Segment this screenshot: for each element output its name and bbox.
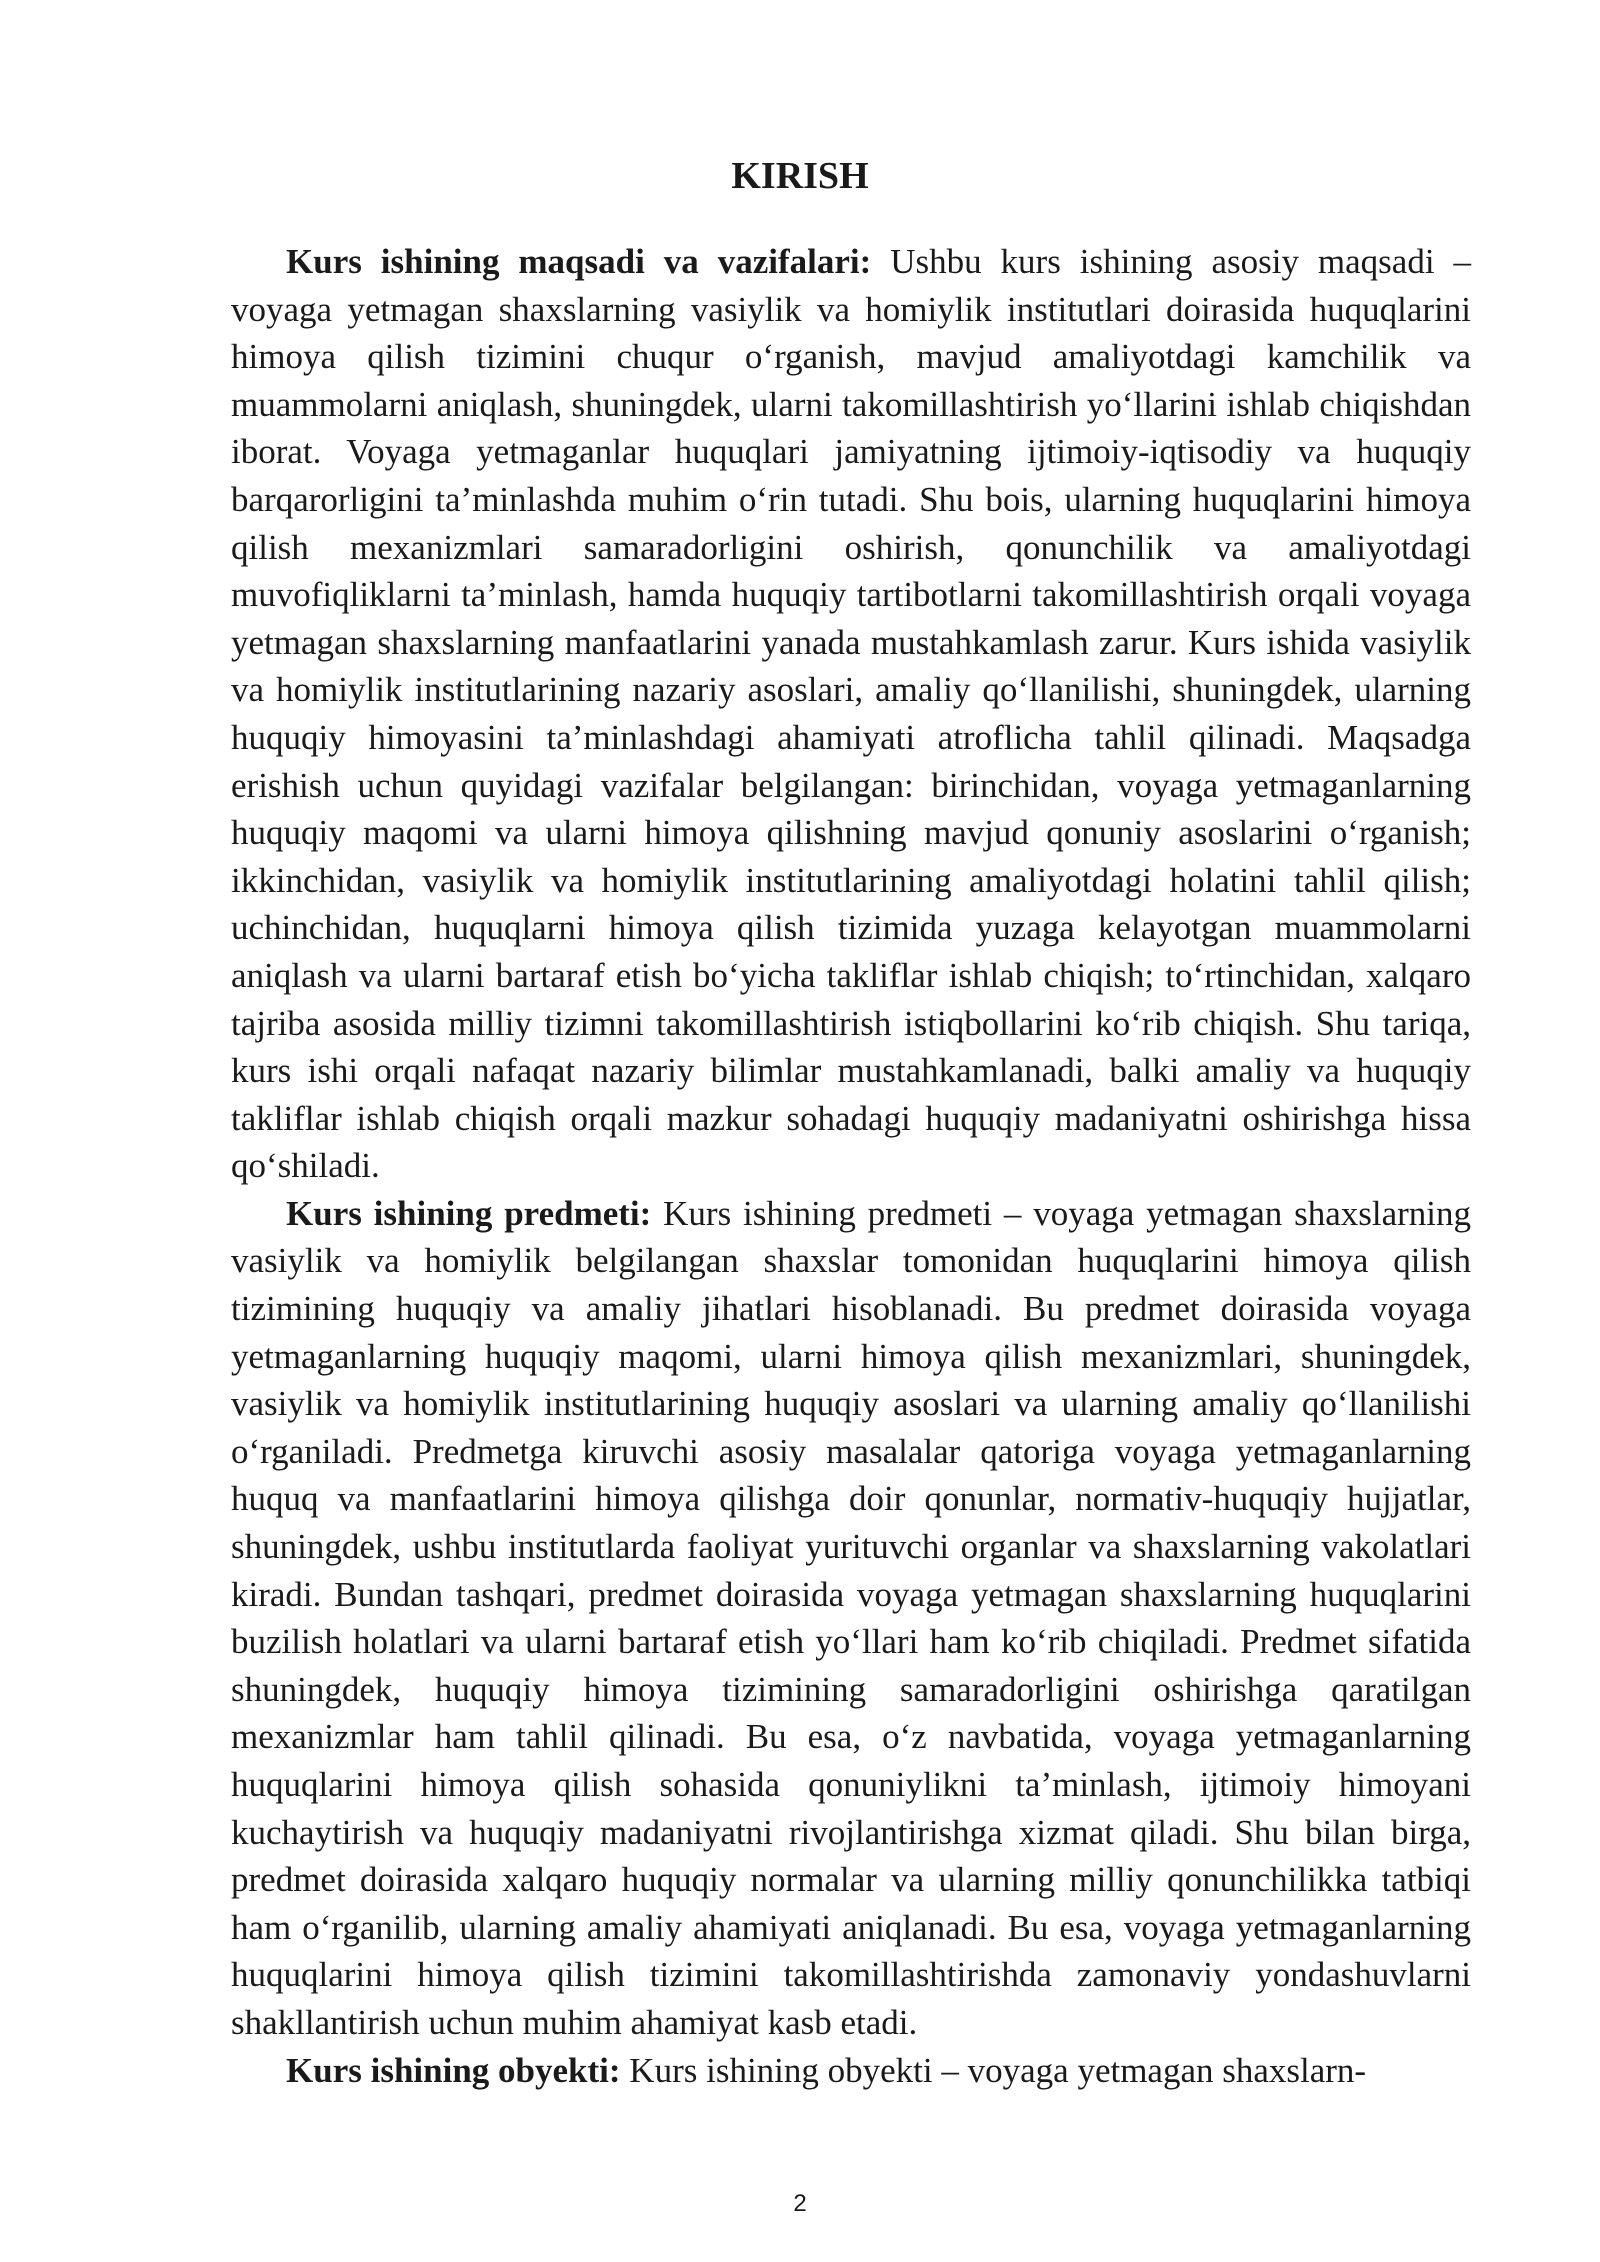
paragraph-label: Kurs ishining obyekti:	[286, 2050, 621, 2090]
paragraph-text: Kurs ishining predmeti – voyaga yetmagan shaxslarning vasiylik va homiylik belgilangan shaxslar tomonidan huquqlarini himoya qilish tizimining huquqiy va amaliy jihatlari hisoblanadi. Bu predmet doirasida voyaga yetmaganlarning huquqiy maqomi, ularni himoya qilish mexanizmlari, shuningdek, vasiylik va homiylik institutlarining huquqiy asoslari va ularning amaliy qo‘llanilishi o‘rganiladi. Predmetga kiruvchi asosiy masalalar qatoriga voyaga yetmaganlarning huquq va manfaatlarini himoya qilishga doir qonunlar, normativ-huquqiy hujjatlar, shuningdek, ushbu institutlarda faoliyat yurituvchi organlar va shaxslarning vakolatlari kiradi. Bundan tashqari, predmet doirasida voyaga yetmagan shaxslarning huquqlarini buzilish holatlari va ularni bartaraf etish yo‘llari ham ko‘rib chiqiladi. Predmet sifatida shuningdek, huquqiy himoya tizimining samaradorligini oshirishga qaratilgan mexanizmlar ham tahlil qilinadi. Bu esa, o‘z navbatida, voyaga yetmaganlarning huquqlarini himoya qilish sohasida qonuniylikni ta’minlash, ijtimoiy himoyani kuchaytirish va huquqiy madaniyatni rivojlantirishga xizmat qiladi. Shu bilan birga, predmet doirasida xalqaro huquqiy normalar va ularning milliy qonunchilikka tatbiqi ham o‘rganilib, ularning amaliy ahamiyati aniqlanadi. Bu esa, voyaga yetmaganlarning huquqlarini himoya qilish tizimini takomillashtirishda zamonaviy yondashuvlarni shakllantirish uchun muhim ahamiyat kasb etadi.	[231, 1193, 1471, 2042]
paragraph-subject	[231, 1190, 1471, 2047]
paragraph-label: Kurs ishining predmeti:	[286, 1193, 652, 1233]
paragraph-label: Kurs ishining maqsadi va vazifalari:	[286, 242, 872, 281]
paragraph-object	[231, 2047, 1471, 2095]
section-heading: KIRISH	[731, 155, 869, 197]
paragraph-text: Kurs ishining obyekti – voyaga yetmagan shaxslarn-	[629, 2050, 1367, 2090]
body-text	[231, 238, 1471, 2094]
paragraph-goal	[231, 238, 1471, 1190]
page-number: 2	[793, 2190, 807, 2217]
paragraph-text: Ushbu kurs ishining asosiy maqsadi – voyaga yetmagan shaxslarning vasiylik va homiylik institutlari doirasida huquqlarini himoya qilish tizimini chuqur o‘rganish, mavjud amaliyotdagi kamchilik va muammolarni aniqlash, shuningdek, ularni takomillashtirish yo‘llarini ishlab chiqishdan iborat. Voyaga yetmaganlar huquqlari jamiyatning ijtimoiy-iqtisodiy va huquqiy barqarorligini ta’minlashda muhim o‘rin tutadi. Shu bois, ularning huquqlarini himoya qilish mexanizmlari samaradorligini oshirish, qonunchilik va amaliyotdagi muvofiqliklarni ta’minlash, hamda huquqiy tartibotlarni takomillashtirish orqali voyaga yetmagan shaxslarning manfaatlarini yanada mustahkamlash zarur. Kurs ishida vasiylik va homiylik institutlarining nazariy asoslari, amaliy qo‘llanilishi, shuningdek, ularning huquqiy himoyasini ta’minlashdagi ahamiyati atroflicha tahlil qilinadi. Maqsadga erishish uchun quyidagi vazifalar belgilangan: birinchidan, voyaga yetmaganlarning huquqiy maqomi va ularni himoya qilishning mavjud qonuniy asoslarini o‘rganish; ikkinchidan, vasiylik va homiylik institutlarining amaliyotdagi holatini tahlil qilish; uchinchidan, huquqlarni himoya qilish tizimida yuzaga kelayotgan muammolarni aniqlash va ularni bartaraf etish bo‘yicha takliflar ishlab chiqish; to‘rtinchidan, xalqaro tajriba asosida milliy tizimni takomillashtirish istiqbollarini ko‘rib chiqish. Shu tariqa, kurs ishi orqali nafaqat nazariy bilimlar mustahkamlanadi, balki amaliy va huquqiy takliflar ishlab chiqish orqali mazkur sohadagi huquqiy madaniyatni oshirishga hissa qo‘shiladi.	[231, 242, 1471, 1186]
